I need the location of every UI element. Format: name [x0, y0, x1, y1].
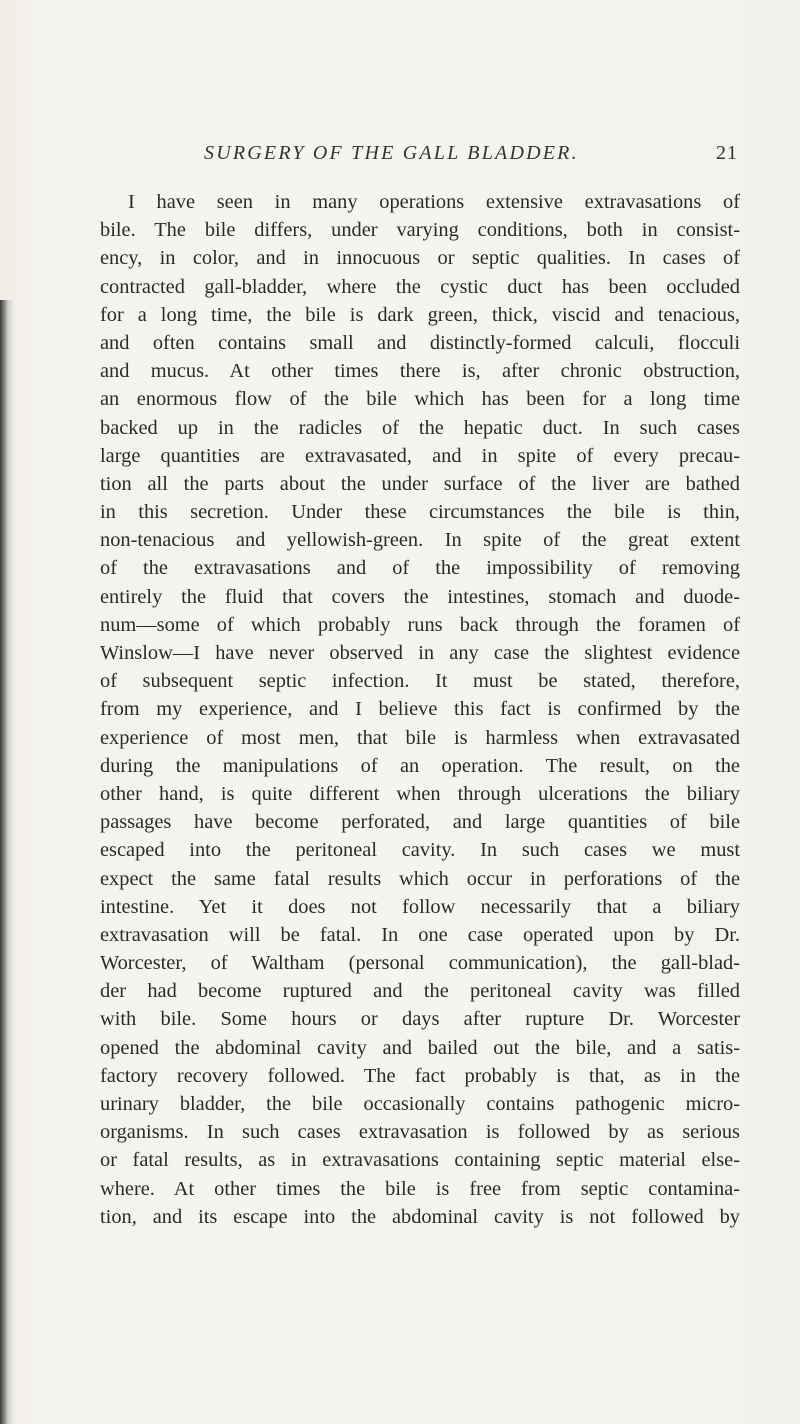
text-line: tion all the parts about the under surface of the liver are bathed: [100, 472, 740, 495]
text-line: experience of most men, that bile is harmless when extravasated: [100, 726, 740, 749]
text-line: intestine. Yet it does not follow necessarily that a biliary: [100, 895, 740, 918]
text-line: large quantities are extravasated, and in spite of every precau-: [100, 444, 740, 467]
text-line: non-tenacious and yellowish-green. In spite of the great extent: [100, 529, 740, 552]
running-title: SURGERY OF THE GALL BLADDER.: [204, 142, 579, 164]
text-line: expect the same fatal results which occur in perforations of the: [100, 867, 740, 890]
text-line: tion, and its escape into the abdominal cavity is not followed by: [100, 1205, 740, 1228]
text-line: with bile. Some hours or days after rupture Dr. Worcester: [100, 1008, 740, 1031]
text-line: during the manipulations of an operation. The result, on the: [100, 754, 740, 777]
text-line: opened the abdominal cavity and bailed out the bile, and a satis-: [100, 1036, 740, 1059]
text-line: where. At other times the bile is free from septic contamina-: [100, 1177, 740, 1200]
text-line: urinary bladder, the bile occasionally contains pathogenic micro-: [100, 1093, 740, 1115]
text-line: Worcester, of Waltham (personal communication), the gall-blad-: [100, 952, 740, 975]
page-number: 21: [716, 142, 738, 164]
text-line: I have seen in many operations extensive extravasations of: [128, 191, 740, 213]
binding-gutter-shadow: [0, 300, 14, 1424]
text-line: ency, in color, and in innocuous or septic qualities. In cases of: [100, 247, 740, 270]
text-line: from my experience, and I believe this fact is confirmed by the: [100, 698, 740, 721]
text-line: or fatal results, as in extravasations containing septic material else-: [100, 1149, 740, 1172]
text-line: backed up in the radicles of the hepatic duct. In such cases: [100, 416, 740, 439]
text-line: other hand, is quite different when through ulcerations the biliary: [100, 782, 740, 805]
text-line: and mucus. At other times there is, after chronic obstruction,: [100, 360, 740, 383]
text-line: der had become ruptured and the peritoneal cavity was filled: [100, 980, 740, 1003]
text-line: contracted gall-bladder, where the cystic duct has been occluded: [100, 275, 740, 298]
text-line: bile. The bile differs, under varying conditions, both in consist-: [100, 219, 740, 242]
text-line: of subsequent septic infection. It must be stated, therefore,: [100, 670, 740, 693]
text-line: entirely the fluid that covers the intestines, stomach and duode-: [100, 585, 740, 608]
body-paragraph: [100, 188, 740, 1231]
text-line: passages have become perforated, and large quantities of bile: [100, 811, 740, 834]
text-line: of the extravasations and of the impossibility of removing: [100, 557, 740, 580]
running-head: [204, 142, 738, 172]
text-line: organisms. In such cases extravasation is followed by as serious: [100, 1121, 740, 1144]
text-line: num—some of which probably runs back through the foramen of: [100, 613, 740, 636]
text-line: an enormous flow of the bile which has been for a long time: [100, 388, 740, 411]
text-line: Winslow—I have never observed in any case the slightest evidence: [100, 642, 740, 664]
text-line: extravasation will be fatal. In one case operated upon by Dr.: [100, 923, 740, 946]
text-line: and often contains small and distinctly-formed calculi, flocculi: [100, 331, 740, 354]
text-line: escaped into the peritoneal cavity. In such cases we must: [100, 839, 740, 862]
text-line: in this secretion. Under these circumstances the bile is thin,: [100, 501, 740, 524]
text-line: factory recovery followed. The fact probably is that, as in the: [100, 1064, 740, 1087]
text-line: for a long time, the bile is dark green, thick, viscid and tenacious,: [100, 303, 740, 326]
